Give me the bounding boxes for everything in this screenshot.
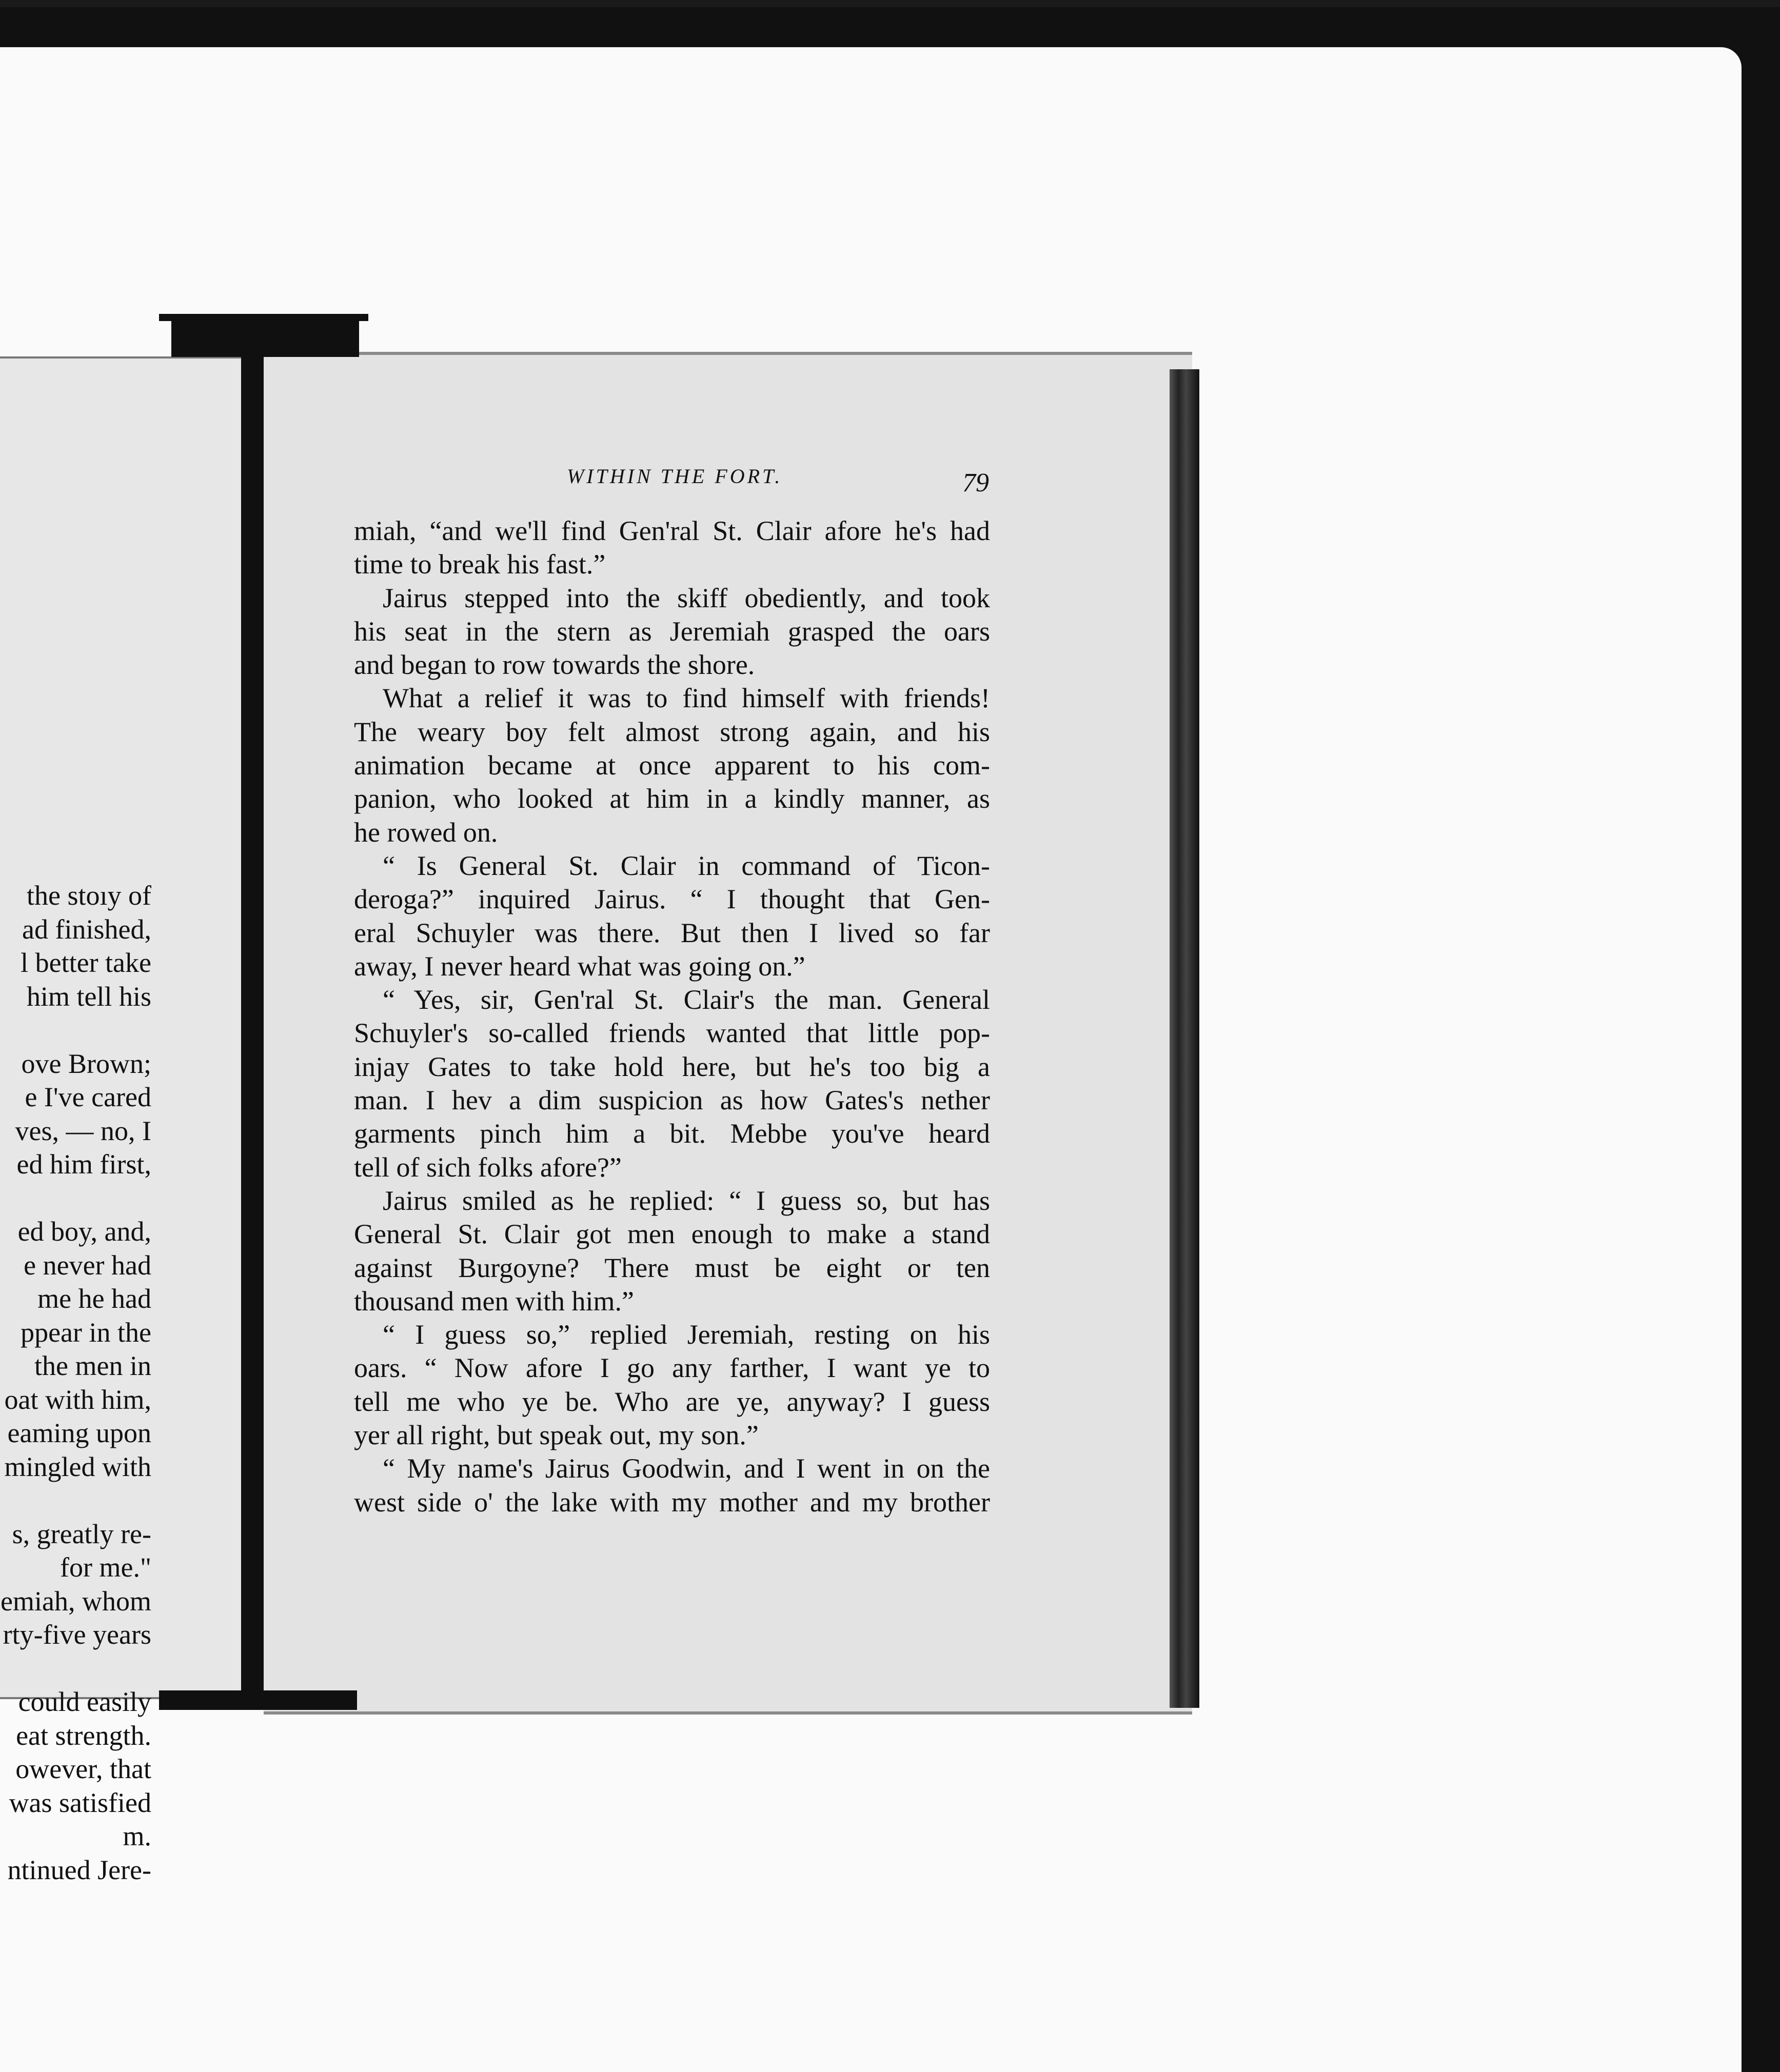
text-line: miah, “and we'll find Gen'ral St. Clair afore he's had bbox=[354, 515, 990, 546]
text-line: oars. “ Now afore I go any farther, I want ye to bbox=[354, 1352, 990, 1384]
gutter-clip-top-block bbox=[171, 321, 359, 357]
running-head: WITHIN THE FORT. bbox=[567, 465, 783, 488]
text-line: animation became at once apparent to his com- bbox=[354, 750, 990, 781]
left-line: the stoıy of bbox=[27, 880, 151, 911]
text-line: panion, who looked at him in a kindly manner, as bbox=[354, 783, 990, 814]
text-line: he rowed on. bbox=[354, 816, 498, 848]
left-line: mingled with bbox=[4, 1451, 151, 1482]
text-line: “ Yes, sir, Gen'ral St. Clair's the man. General bbox=[383, 984, 990, 1015]
left-line: ppear in the bbox=[21, 1317, 151, 1348]
left-line bbox=[0, 1484, 151, 1518]
left-line bbox=[0, 1652, 151, 1686]
gutter-clip-bottom bbox=[159, 1690, 357, 1710]
text-line: man. I hev a dim suspicion as how Gates's nether bbox=[354, 1085, 990, 1116]
gutter-clip-top bbox=[159, 314, 368, 321]
left-line: ves, — no, I bbox=[15, 1115, 151, 1146]
left-line: me he had bbox=[37, 1283, 151, 1314]
left-line: emiah, whom bbox=[1, 1585, 151, 1617]
left-line: oat with him, bbox=[4, 1384, 151, 1415]
left-line: ed him first, bbox=[16, 1149, 151, 1180]
left-line: ove Brown; bbox=[21, 1048, 151, 1079]
left-line: rty-five years bbox=[3, 1619, 151, 1650]
text-line: What a relief it was to find himself with friends! bbox=[383, 683, 990, 714]
text-line: General St. Clair got men enough to make a stand bbox=[354, 1219, 990, 1250]
text-line: eral Schuyler was there. But then I lived so far bbox=[354, 917, 990, 948]
text-line: tell me who ye be. Who are ye, anyway? I guess bbox=[354, 1386, 990, 1417]
text-line: “ Is General St. Clair in command of Ticon- bbox=[383, 850, 990, 881]
left-line: ad finished, bbox=[22, 913, 151, 945]
gutter-clip-bar bbox=[241, 354, 264, 1698]
text-line: “ My name's Jairus Goodwin, and I went in on the bbox=[383, 1453, 990, 1484]
text-line: The weary boy felt almost strong again, and his bbox=[354, 716, 990, 747]
text-line: Schuyler's so-called friends wanted that little pop- bbox=[354, 1018, 990, 1049]
text-line: injay Gates to take hold here, but he's too big a bbox=[354, 1051, 990, 1082]
text-line: his seat in the stern as Jeremiah grasped the oars bbox=[354, 615, 990, 647]
text-line: and began to row towards the shore. bbox=[354, 649, 755, 681]
text-line: garments pinch him a bit. Mebbe you've heard bbox=[354, 1118, 990, 1149]
text-line: away, I never heard what was going on.” bbox=[354, 950, 805, 982]
text-line: yer all right, but speak out, my son.” bbox=[354, 1420, 759, 1451]
text-line: against Burgoyne? There must be eight or ten bbox=[354, 1252, 990, 1283]
left-line: m. bbox=[123, 1821, 151, 1851]
left-line: was satisfied bbox=[9, 1787, 151, 1818]
text-line: deroga?” inquired Jairus. “ I thought that Gen- bbox=[354, 884, 990, 915]
left-line: owever, that bbox=[15, 1754, 151, 1784]
left-line bbox=[0, 1182, 151, 1216]
text-line: time to break his fast.” bbox=[354, 549, 606, 580]
scanner-edge bbox=[0, 0, 1780, 7]
left-line: the men in bbox=[34, 1350, 151, 1381]
text-line: Jairus stepped into the skiff obediently, and took bbox=[383, 582, 990, 613]
text-line: tell of sich folks afore?” bbox=[354, 1151, 622, 1183]
left-line: ntinued Jere- bbox=[7, 1854, 151, 1885]
left-line bbox=[0, 1013, 151, 1047]
left-facing-page bbox=[0, 356, 241, 1885]
left-line: l better take bbox=[21, 947, 151, 978]
left-line: for me." bbox=[60, 1552, 151, 1583]
left-line: e I've cared bbox=[25, 1082, 151, 1112]
left-line: e never had bbox=[24, 1249, 151, 1281]
left-line: eaming upon bbox=[7, 1418, 151, 1448]
page-edge bbox=[1170, 369, 1199, 1708]
text-line: “ I guess so,” replied Jeremiah, resting on his bbox=[383, 1319, 990, 1350]
text-line: west side o' the lake with my mother and my brother bbox=[354, 1486, 990, 1518]
page-body bbox=[354, 514, 990, 1519]
left-line: eat strength. bbox=[16, 1720, 151, 1751]
text-line: thousand men with him.” bbox=[354, 1285, 634, 1317]
page-number: 79 bbox=[962, 468, 989, 497]
left-line: him tell his bbox=[27, 981, 151, 1012]
text-line: Jairus smiled as he replied: “ I guess so, but has bbox=[383, 1185, 990, 1216]
left-line: s, greatly re- bbox=[12, 1518, 151, 1549]
left-line: ed boy, and, bbox=[17, 1216, 151, 1247]
left-line: could easily bbox=[18, 1686, 151, 1717]
left-page-text bbox=[0, 879, 151, 1887]
